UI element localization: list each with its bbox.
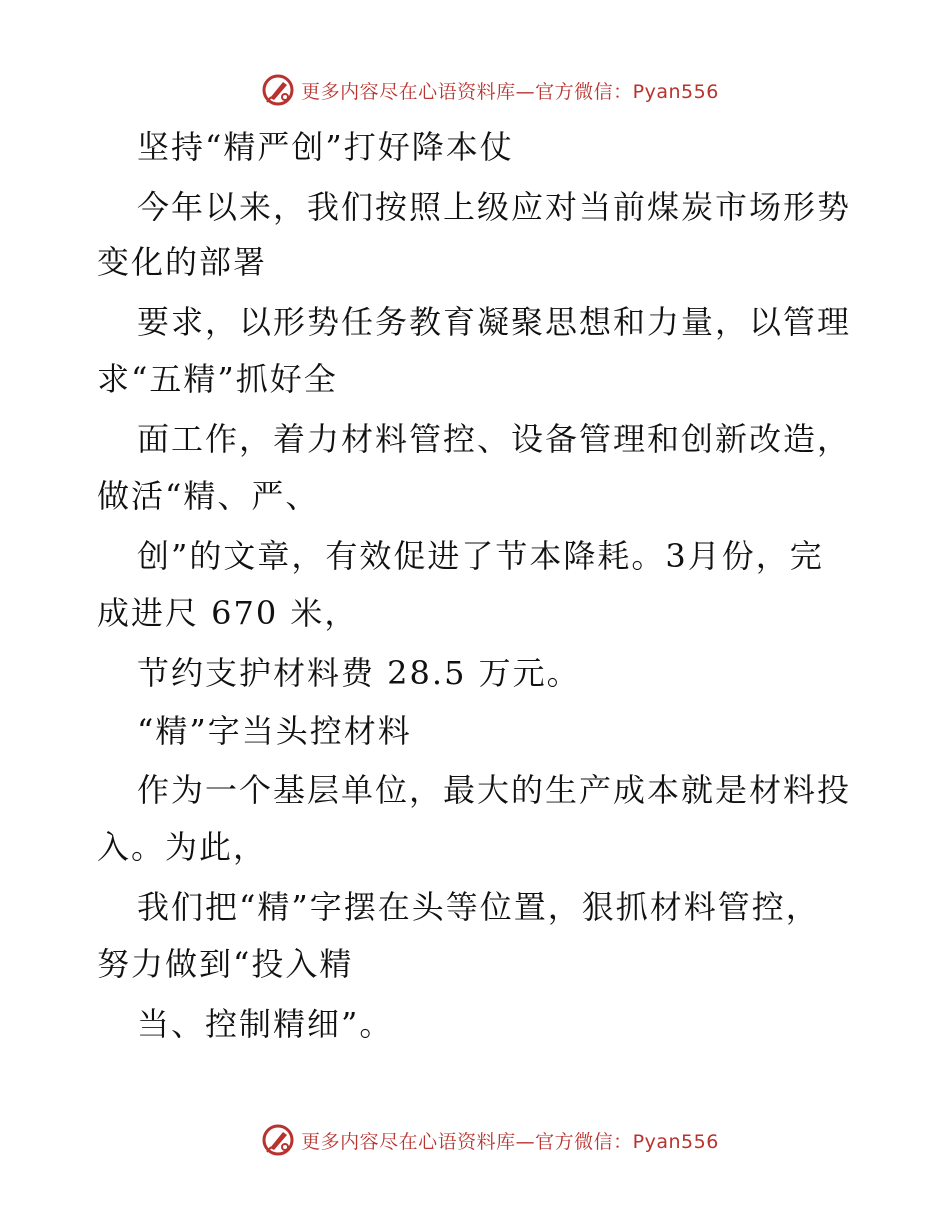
paragraph-line: 节约支护材料费 28.5 万元。 — [137, 654, 581, 692]
paragraph-line: 作为一个基层单位，最大的生产成本就是材料投 — [137, 771, 852, 809]
footer-watermark — [0, 1120, 950, 1160]
paragraph-line: 求“五精”抓好全 — [97, 360, 338, 398]
paragraph-line: 成进尺 670 米， — [97, 594, 359, 632]
quill-logo-icon — [261, 1123, 295, 1157]
paragraph-line: 努力做到“投入精 — [97, 945, 354, 983]
header-watermark-text: 更多内容尽在心语资料库—官方微信：Pyan556 — [301, 80, 719, 103]
paragraph-line: 入。为此， — [97, 828, 268, 866]
paragraph-line: 当、控制精细”。 — [137, 1005, 394, 1043]
quill-logo-icon — [261, 73, 295, 107]
footer-watermark-text: 更多内容尽在心语资料库—官方微信：Pyan556 — [301, 1130, 719, 1153]
doc-title: 坚持“精严创”打好降本仗 — [137, 128, 514, 166]
header-watermark-group — [231, 73, 719, 107]
header-watermark — [0, 70, 950, 110]
paragraph-line: 今年以来，我们按照上级应对当前煤炭市场形势 — [137, 188, 852, 226]
paragraph-line: 我们把“精”字摆在头等位置，狠抓材料管控， — [137, 888, 820, 926]
paragraph-line: 创”的文章，有效促进了节本降耗。3月份，完 — [137, 537, 824, 575]
footer-watermark-group — [231, 1123, 719, 1157]
section-heading: “精”字当头控材料 — [137, 712, 412, 750]
paragraph-line: 做活“精、严、 — [97, 477, 320, 515]
paragraph-line: 要求，以形势任务教育凝聚思想和力量，以管理 — [137, 303, 852, 341]
paragraph-line: 变化的部署 — [97, 243, 268, 281]
paragraph-line: 面工作，着力材料管控、设备管理和创新改造， — [137, 420, 852, 458]
